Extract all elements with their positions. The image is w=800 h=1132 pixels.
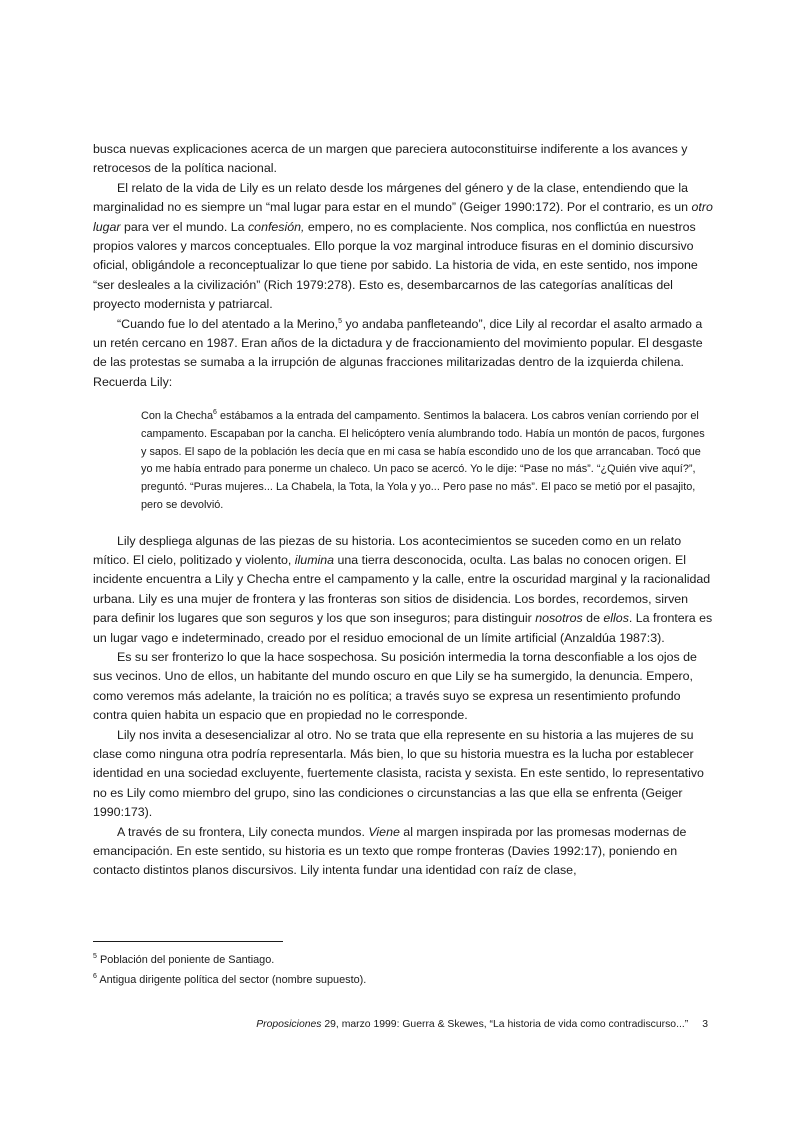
- paragraph-2-text-e: empero, no es complaciente. Nos complica, nos conflictúa en nuestros propios valores y marcos conceptuales. Ello porque la voz marginal introduce fisuras en el dominio discursivo oficial, obligándole a reconceptualizar lo que tiene por sabido. La historia de vida, en este sentido, nos impone “ser desleales a la civilización” (Rich 1979:278). Esto es, desembarcarnos de las categorías analíticas del proyecto modernista y patriarcal.: [93, 219, 698, 312]
- footnote-text: Antigua dirigente política del sector (nombre supuesto).: [99, 974, 367, 986]
- paragraph-2-text-c: para ver el mundo. La: [120, 219, 248, 234]
- footnote-text: Población del poniente de Santiago.: [99, 954, 275, 966]
- paragraph-3-text-a: “Cuando fue lo del atentado a la Merino,: [117, 316, 339, 331]
- paragraph-7: [93, 823, 713, 881]
- footnote-number: 5: [93, 953, 97, 960]
- paragraph-4-text-e: de: [582, 611, 604, 626]
- paragraph-2: [93, 179, 713, 315]
- footnote-ref-6[interactable]: 6: [213, 409, 217, 417]
- paragraph-3: [93, 315, 713, 393]
- paragraph-7-text-c: al margen inspirada por las promesas modernas de emancipación. En este sentido, su historia es un texto que rompe fronteras (Davies 1992:17), poniendo en contacto distintos planos discursivos. Lily intenta fundar una identidad con raíz de clase,: [93, 824, 687, 878]
- paragraph-2-italic-confesion: confesión,: [247, 219, 305, 234]
- page-footer: [93, 1018, 708, 1032]
- block-quote: [141, 408, 713, 514]
- footnote-divider: [93, 941, 283, 942]
- paragraph-4-italic-nosotros: nosotros: [535, 611, 583, 626]
- paragraph-6: Lily nos invita a desesencializar al otro. No se trata que ella represente en su historia a las mujeres de su clase como ninguna otra podría representarla. Más bien, lo que su historia muestra es la lucha por establecer identidad en una sociedad excluyente, fuertemente clasista, racista y sexista. En este sentido, lo representativo no es Lily como miembro del grupo, sino las condiciones o circunstancias a las que ella se enfrenta (Geiger 1990:173).: [93, 727, 704, 820]
- paragraph-4-italic-ilumina: ilumina: [294, 552, 335, 567]
- footnote-number: 6: [93, 973, 97, 980]
- footnotes: [93, 950, 713, 990]
- paragraph-3-text-b: yo andaba panfleteando”, dice Lily al recordar el asalto armado a un retén cercano en 1987. Eran años de la dictadura y de fraccionamiento del movimiento popular. El desgaste de las protestas se sumaba a la irrupción de algunas fracciones militarizadas dentro de la izquierda chilena. Recuerda Lily:: [93, 316, 703, 389]
- paragraph-2-text-a: El relato de la vida de Lily es un relato desde los márgenes del género y de la clase, entendiendo que la marginalidad no es siempre un “mal lugar para estar en el mundo” (Geiger 1990:172). Por el contrario, es un: [93, 180, 692, 215]
- footnote-5: [93, 950, 713, 970]
- block-quote-text-a: Con la Checha: [141, 410, 214, 423]
- page-number: 3: [702, 1019, 708, 1030]
- paragraph-7-italic-viene: Viene: [368, 824, 400, 839]
- paragraph-2-italic-otro-lugar: otro lugar: [93, 200, 713, 234]
- paragraph-4-text-c: una tierra desconocida, oculta. Las balas no conocen origen. El incidente encuentra a Lily y Checha entre el campamento y la calle, entre la oscuridad marginal y la racionalidad urbana. Lily es una mujer de frontera y las fronteras son sitios de disidencia. Los bordes, recordemos, sirven para definir los lugares que son seguros y los que son inseguros; para distinguir: [93, 552, 711, 626]
- paragraph-4-text-g: . La frontera es un lugar vago e indeterminado, creado por el residuo emocional de un límite artificial (Anzaldúa 1987:3).: [93, 611, 713, 645]
- paragraph-5: Es su ser fronterizo lo que la hace sospechosa. Su posición intermedia la torna desconfiable a los ojos de sus vecinos. Uno de ellos, un habitante del mundo oscuro en que Lily se ha sumergido, la denuncia. Empero, como veremos más adelante, la traición no es política; a través suyo se expresa un resentimiento profundo contra quien habita un espacio que en propiedad no le corresponde.: [93, 649, 697, 723]
- journal-name: Proposiciones: [256, 1019, 322, 1030]
- page-body: [93, 140, 713, 881]
- footnote-ref-5[interactable]: 5: [338, 317, 343, 325]
- block-quote-text-b: estábamos a la entrada del campamento. Sentimos la balacera. Los cabros venían corriendo por el campamento. Escapaban por la cancha. El helicóptero venía alumbrando todo. Había un montón de pacos, furgones y sapos. El sapo de la población les decía que en mi casa se había escondido uno de los que arrancaban. Tocó que yo me había entrado para ponerme un chaleco. Un paco se acercó. Yo le dije: “Pase no más”. “¿Quién vive aquí?”, preguntó. “Puras mujeres... La Chabela, la Tota, la Yola y yo... Pero pase no más”. El paco se metió por el pasajito, pero se devolvió.: [141, 410, 705, 511]
- paragraph-4-italic-ellos: ellos: [603, 611, 629, 626]
- footer-citation: 29, marzo 1999: Guerra & Skewes, “La historia de vida como contradiscurso...”: [321, 1019, 689, 1030]
- paragraph-7-text-a: A través de su frontera, Lily conecta mundos.: [117, 824, 369, 839]
- paragraph-4-text-a: Lily despliega algunas de las piezas de su historia. Los acontecimientos se suceden como en un relato mítico. El cielo, politizado y violento,: [93, 533, 682, 567]
- paragraph-4: [93, 532, 713, 648]
- footnote-6: [93, 970, 713, 990]
- paragraph-1: busca nuevas explicaciones acerca de un margen que pareciera autoconstituirse indiferente a los avances y retrocesos de la política nacional.: [93, 142, 688, 176]
